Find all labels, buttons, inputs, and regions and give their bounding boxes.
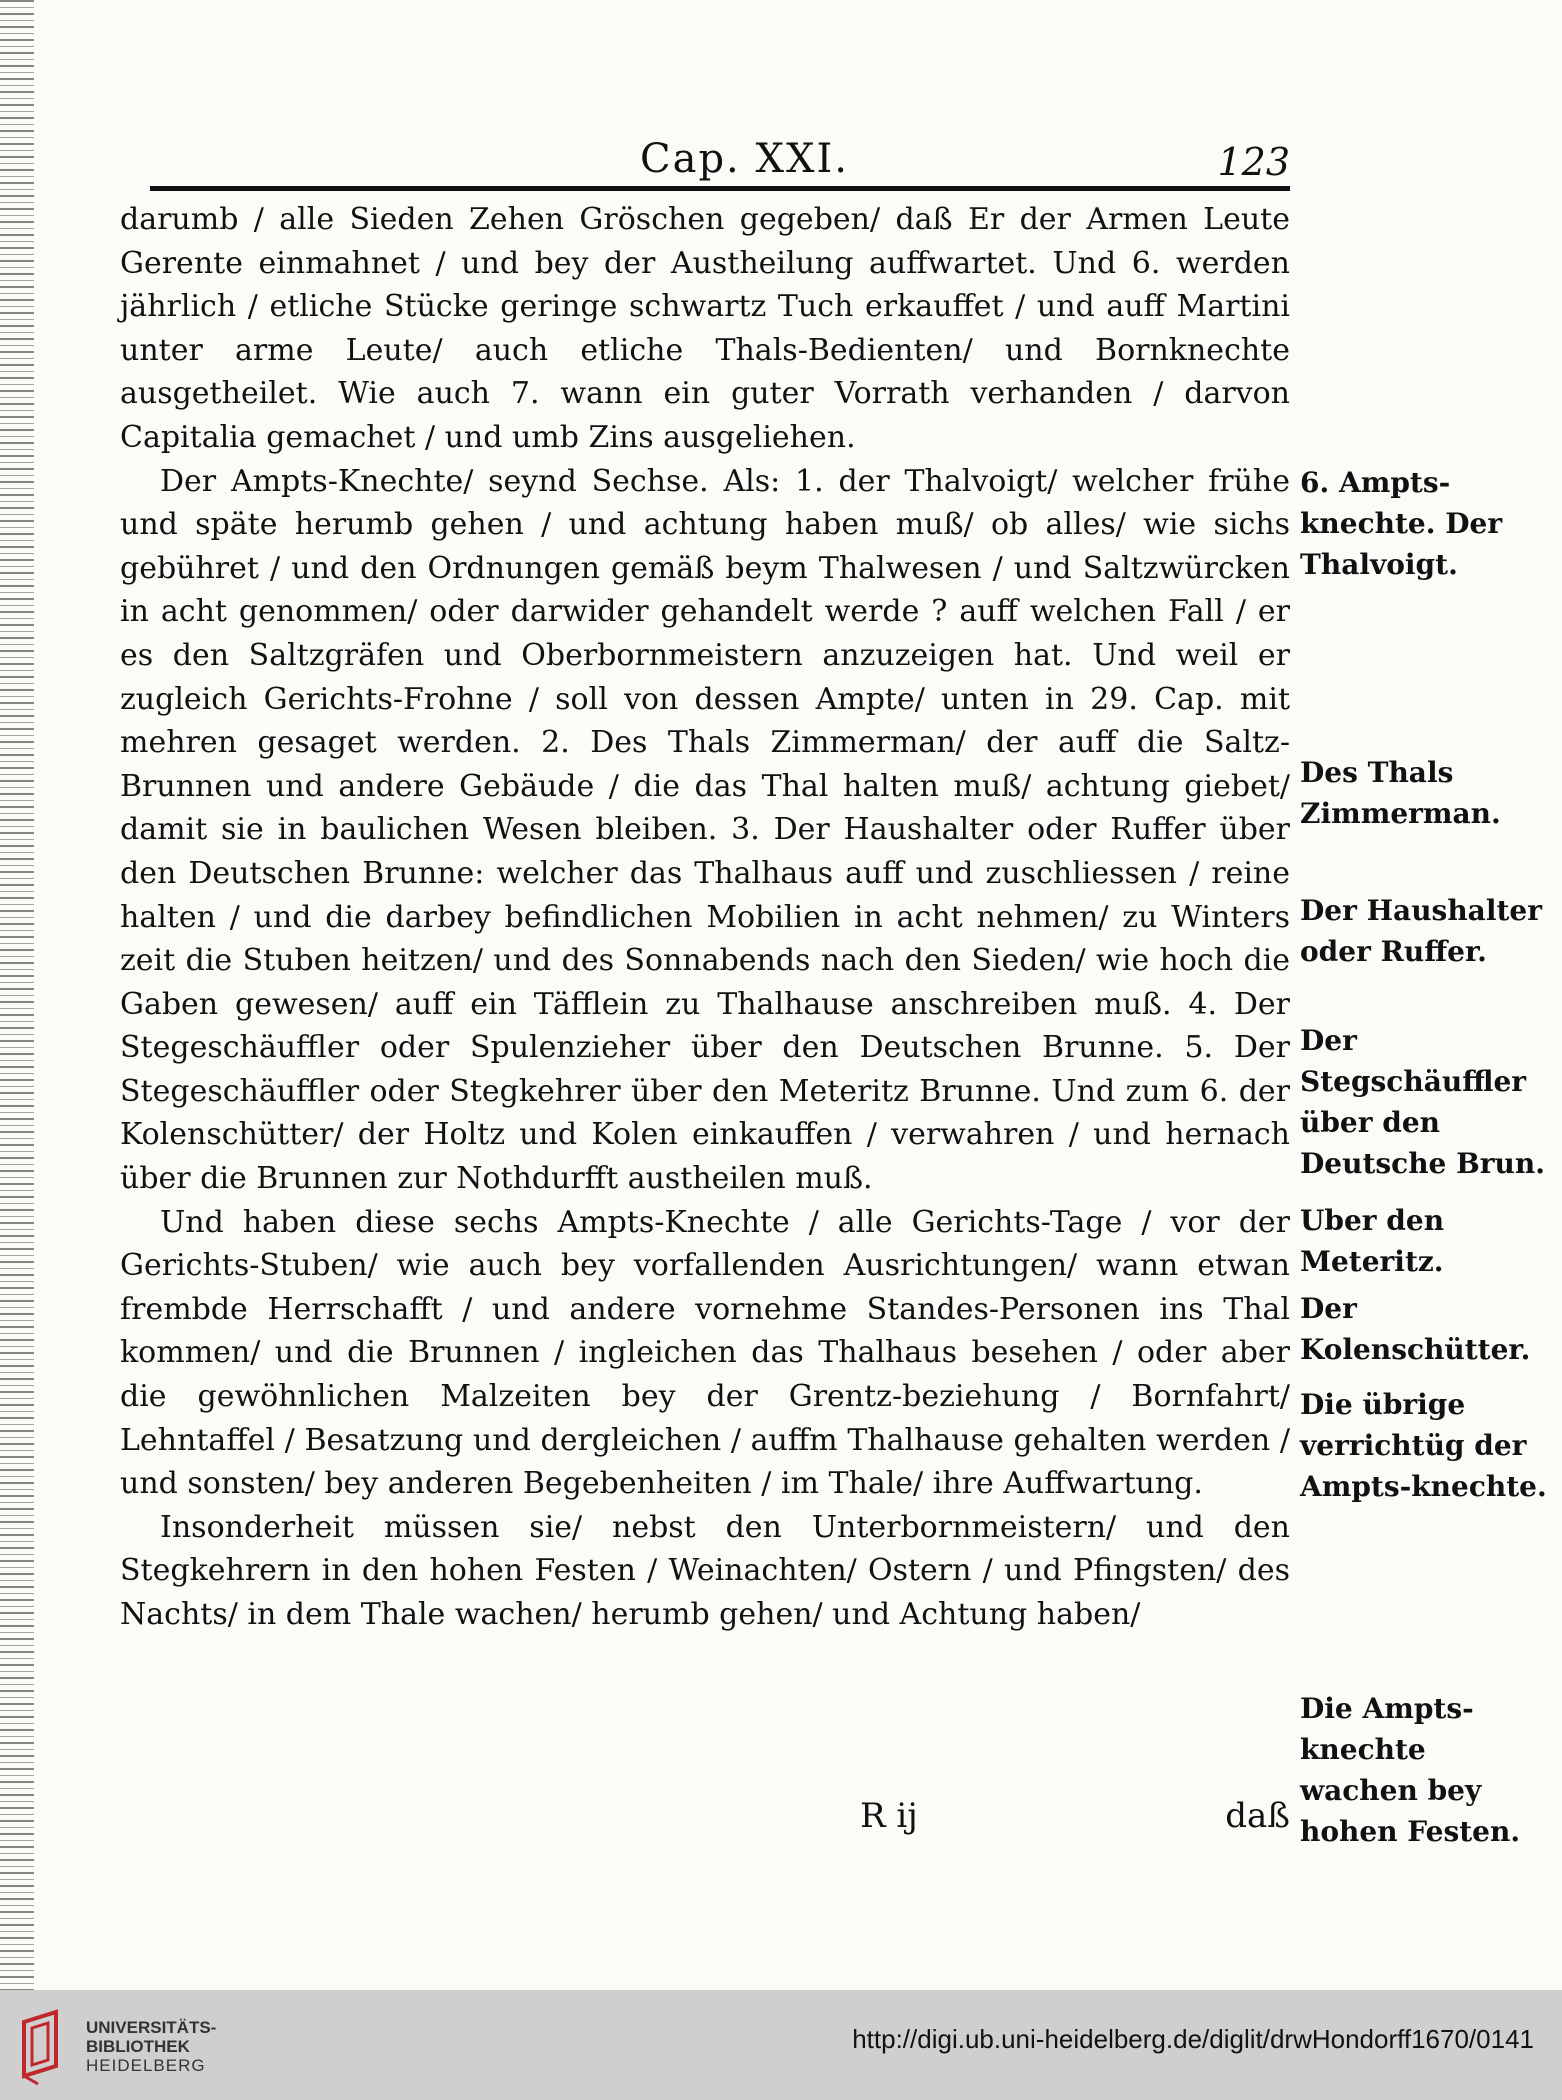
source-url-link[interactable]: http://digi.ub.uni-heidelberg.de/diglit/drwHondorff1670/0141 <box>852 2024 1534 2054</box>
marginal-note-verrichtung: Die übrige verrichtüg der Ampts-knechte. <box>1300 1388 1547 1503</box>
marginal-note-ampts-knechte: 6. Ampts-knechte. Der Thalvoigt. <box>1300 466 1503 581</box>
page-number: 123 <box>1217 140 1290 184</box>
marginal-note-stegschaeuffler: Der Stegschäuffler über den Deutsche Brun. <box>1300 1024 1545 1180</box>
page-edge-shadow <box>0 0 34 1990</box>
catchword: daß <box>1225 1796 1290 1836</box>
library-logo-icon <box>16 2008 68 2086</box>
marginal-note-meteritz: Uber den Meteritz. <box>1300 1204 1445 1278</box>
catchword-line <box>120 1796 1290 1846</box>
paragraph-4: Insonderheit müssen sie/ nebst den Unterbornmeistern/ und den Stegkehrern in den hohen Festen / Weinachten/ Ostern / und Pfingsten/ des Nachts/ in dem Thale wachen/ herumb gehen/ und Achtung haben/ <box>120 1509 1290 1632</box>
main-text <box>120 198 1290 1637</box>
footer-bar <box>0 1990 1562 2100</box>
running-title: Cap. XXI. <box>640 136 849 182</box>
marginal-note-kolenschuetter: Der Kolenschütter. <box>1300 1292 1531 1366</box>
library-name-line-1: UNIVERSITÄTS- <box>86 2018 217 2037</box>
paragraph-1: darumb / alle Sieden Zehen Gröschen gegeben/ daß Er der Armen Leute Gerente einmahnet / und bey der Austheilung auffwartet. Und 6. werden jährlich / etliche Stücke geringe schwartz Tuch erkauffet / und auff Martini unter arme Leute/ auch etliche Thals-Bedienten/ und Bornknechte ausgetheilet. Wie auch 7. wann ein guter Vorrath verhanden / darvon Capitalia gemachet / und umb Zins ausgeliehen. <box>120 202 1290 455</box>
marginal-note-haushalter: Der Haushalter oder Ruffer. <box>1300 894 1542 968</box>
marginal-note-zimmerman: Des Thals Zimmerman. <box>1300 756 1501 830</box>
paragraph-2: Der Ampts-Knechte/ seynd Sechse. Als: 1. der Thalvoigt/ welcher frühe und späte herumb gehen / und achtung haben muß/ ob alles/ wie sichs gebühret / und den Ordnungen gemäß beym Thalwesen / und Saltzwürcken in acht genommen/ oder darwider gehandelt werde ? auff welchen Fall / er es den Saltzgräfen und Oberbornmeistern anzuzeigen hat. Und weil er zugleich Gerichts-Frohne / soll von dessen Ampte/ unten in 29. Cap. mit mehren gesaget werden. 2. Des Thals Zimmerman/ der auff die Saltz-Brunnen und andere Gebäude / die das Thal halten muß/ achtung giebet/ damit sie in baulichen Wesen bleiben. 3. Der Haushalter oder Ruffer über den Deutschen Brunne: welcher das Thalhaus auff und zuschliessen / reine halten / und die darbey befindlichen Mobilien in acht nehmen/ zu Winters zeit die Stuben heitzen/ und des Sonnabends nach den Sieden/ wie hoch die Gaben gewesen/ auff ein Täfflein zu Thalhause anschreiben muß. 4. Der Stegeschäuffler oder Spulenzieher über den Deutschen Brunne. 5. Der Stegeschäuffler oder Stegkehrer über den Meteritz Brunne. Und zum 6. der Kolenschütter/ der Holtz und Kolen einkauffen / verwahren / und hernach über die Brunnen zur Nothdurfft austheilen muß. <box>120 463 1290 1197</box>
marginal-note-wachen: Die Ampts-knechte wachen bey hohen Festen. <box>1300 1692 1521 1848</box>
page-header <box>120 136 1290 184</box>
library-name <box>86 2018 286 2075</box>
paragraph-3: Und haben diese sechs Ampts-Knechte / alle Gerichts-Tage / vor der Gerichts-Stuben/ wie auch bey vorfallenden Ausrichtungen/ wann etwan frembde Herrschafft / und andere vornehme Standes-Personen ins Thal kommen/ und die Brunnen / ingleichen das Thalhaus besehen / oder aber die gewöhnlichen Malzeiten bey der Grentz-beziehung / Bornfahrt/ Lehntaffel / Besatzung und dergleichen / auffm Thalhause gehalten werden / und sonsten/ bey anderen Begebenheiten / im Thale/ ihre Auffwartung. <box>120 1204 1290 1502</box>
header-rule <box>150 186 1290 191</box>
library-name-line-3: HEIDELBERG <box>86 2056 206 2075</box>
signature-mark: R ij <box>860 1796 918 1836</box>
library-name-line-2: BIBLIOTHEK <box>86 2037 190 2056</box>
